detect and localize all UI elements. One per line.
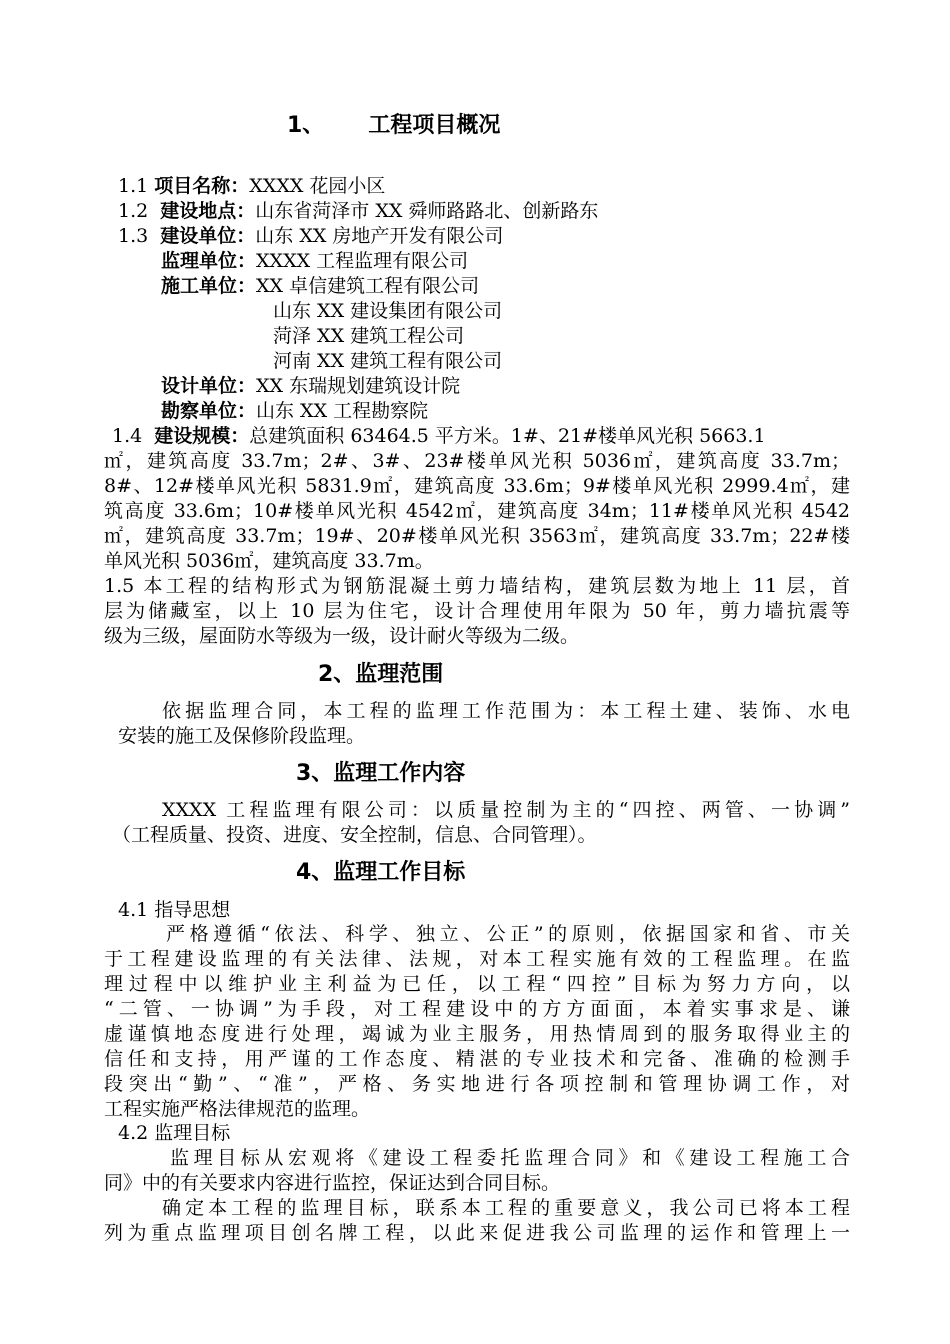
item-1-4-line-1: 1.4 建设规模：总建筑面积 63464.5 平方米。1#、21#楼单风光积 5663.1: [112, 425, 766, 447]
item-1-5-line-1: 1.5 本工程的结构形式为钢筋混凝土剪力墙结构，建筑层数为地上 11 层，首: [104, 575, 850, 597]
value-project-name: XXXX 花园小区: [249, 175, 386, 197]
value-location: 山东省菏泽市 XX 舜师路路北、创新路东: [255, 200, 599, 222]
value-designer: XX 东瑞规划建筑设计院: [256, 375, 461, 397]
section-2-heading: 2、监理范围: [318, 662, 444, 687]
value-contractor-3: 菏泽 XX 建筑工程公司: [273, 325, 465, 347]
item-contractor: [161, 274, 907, 299]
item-supervisor: [161, 249, 907, 274]
para-4-2-line-2: 同》中的有关要求内容进行监控，保证达到合同目标。: [104, 1172, 561, 1194]
label-surveyor: 勘察单位：: [161, 400, 257, 422]
label-owner: 建设单位：: [160, 225, 256, 247]
section-1-number: 1、: [287, 113, 325, 138]
para-4-3-line-2: 列为重点监理项目创名牌工程，以此来促进我公司监理的运作和管理上一: [104, 1222, 850, 1244]
para-4-1-line-5: 虚谨慎地态度进行处理，竭诚为业主服务，用热情周到的服务取得业主的: [104, 1023, 850, 1045]
para-4-1-line-6: 信任和支持，用严谨的工作态度、精湛的专业技术和完备、准确的检测手: [104, 1048, 850, 1070]
item-designer: [161, 374, 907, 399]
item-1-4-line-6: 单风光积 5036㎡，建筑高度 33.7m。: [104, 550, 434, 572]
subsection-4-2: 4.2 监理目标: [118, 1122, 231, 1144]
label-scale: 建设规模：: [154, 425, 250, 447]
para-4-1-line-3: 理过程中以维护业主利益为已任，以工程“四控”目标为努力方向，以: [104, 973, 850, 995]
item-1-5-line-3: 级为三级，屋面防水等级为一级，设计耐火等级为二级。: [104, 625, 580, 647]
item-1-1: 1.1 项目名称：XXXX 花园小区: [118, 175, 386, 197]
value-surveyor: 山东 XX 工程勘察院: [256, 400, 429, 422]
label-contractor: 施工单位：: [161, 275, 257, 297]
section-2-line-1: 依据监理合同，本工程的监理工作范围为：本工程土建、装饰、水电: [162, 700, 850, 722]
item-surveyor: [161, 399, 907, 424]
para-4-1-line-4: “二管、一协调”为手段，对工程建设中的方方面面，本着实事求是、谦: [104, 998, 850, 1020]
section-3-line-2: （工程质量、投资、进度、安全控制，信息、合同管理）。: [112, 824, 597, 846]
item-1-4-line-4: 筑高度 33.6m；10#楼单风光积 4542㎡，建筑高度 34m；11#楼单风光积 4542: [104, 500, 850, 522]
value-contractor-1: XX 卓信建筑工程有限公司: [256, 275, 480, 297]
item-1-5-line-2: 层为储藏室，以上 10 层为住宅，设计合理使用年限为 50 年，剪力墙抗震等: [104, 600, 850, 622]
item-1-4-line-5: ㎡，建筑高度 33.7m；19#、20#楼单风光积 3563㎡，建筑高度 33.7m；22#楼: [104, 525, 850, 547]
label-location: 建设地点：: [160, 200, 256, 222]
item-1-3: 1.3 建设单位：山东 XX 房地产开发有限公司: [118, 225, 504, 247]
section-3-heading: 3、监理工作内容: [296, 761, 466, 786]
para-4-1-line-8: 工程实施严格法律规范的监理。: [104, 1098, 371, 1120]
section-2-line-2: 安装的施工及保修阶段监理。: [118, 725, 366, 747]
value-contractor-2: 山东 XX 建设集团有限公司: [273, 300, 503, 322]
value-owner: 山东 XX 房地产开发有限公司: [255, 225, 504, 247]
label-supervisor: 监理单位：: [161, 250, 257, 272]
item-1-4-line-2: ㎡，建筑高度 33.7m；2#、3#、23#楼单风光积 5036㎡，建筑高度 33.7m；: [104, 450, 850, 472]
para-4-1-line-1: 严格遵循“依法、科学、独立、公正”的原则，依据国家和省、市关: [166, 923, 850, 945]
section-1-heading: [287, 111, 500, 141]
para-4-1-line-2: 于工程建设监理的有关法律、法规，对本工程实施有效的工程监理。在监: [104, 948, 850, 970]
section-4-heading: 4、监理工作目标: [296, 860, 466, 885]
section-3-line-1: XXXX 工程监理有限公司：以质量控制为主的“四控、两管、一协调”: [162, 799, 850, 821]
para-4-1-line-7: 段突出“勤”、“准”，严格、务实地进行各项控制和管理协调工作，对: [104, 1073, 850, 1095]
label-project-name: 项目名称：: [154, 175, 250, 197]
value-supervisor: XXXX 工程监理有限公司: [256, 250, 469, 272]
label-designer: 设计单位：: [161, 375, 257, 397]
item-1-2: 1.2 建设地点：山东省菏泽市 XX 舜师路路北、创新路东: [118, 200, 599, 222]
value-contractor-4: 河南 XX 建筑工程有限公司: [273, 350, 503, 372]
para-4-2-line-1: 监理目标从宏观将《建设工程委托监理合同》和《建设工程施工合: [170, 1147, 850, 1169]
section-1-title: 工程项目概况: [368, 113, 501, 138]
para-4-3-line-1: 确定本工程的监理目标，联系本工程的重要意义，我公司已将本工程: [162, 1197, 850, 1219]
subsection-4-1: 4.1 指导思想: [118, 899, 231, 921]
item-1-4-line-3: 8#、12#楼单风光积 5831.9㎡，建筑高度 33.6m；9#楼单风光积 2999.4㎡，建: [104, 475, 850, 497]
